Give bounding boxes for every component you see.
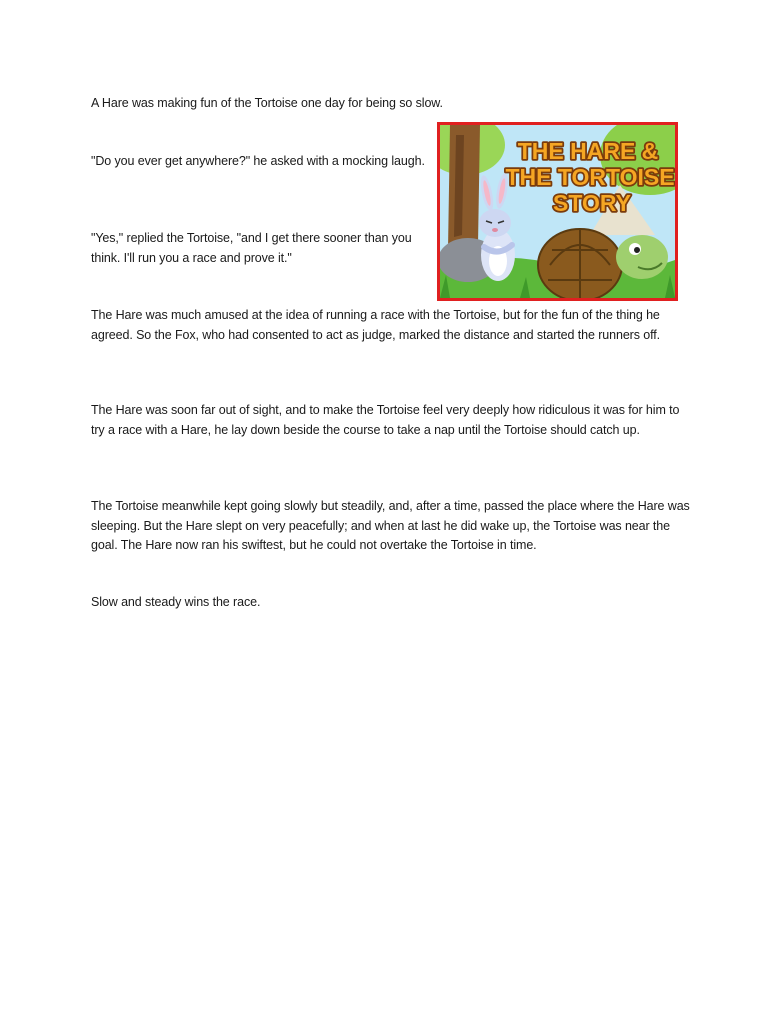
illustration-title-line-1: THE HARE & [517, 138, 659, 164]
story-illustration [437, 122, 678, 301]
paragraph-moral: Slow and steady wins the race. [91, 595, 261, 609]
paragraph-intro: A Hare was making fun of the Tortoise one day for being so slow. [91, 96, 443, 110]
paragraph-race-start: The Hare was much amused at the idea of running a race with the Tortoise, but for the fun of the thing he agreed. So the Fox, who had consented to act as judge, marked the distance and started the runners off. [91, 308, 661, 342]
illustration-title-line-3: STORY [553, 190, 631, 216]
paragraph-hare-nap: The Hare was soon far out of sight, and to make the Tortoise feel very deeply how ridiculous it was for him to try a race with a Hare, he lay down beside the course to take a nap until the Tortoise should catch up. [91, 403, 680, 437]
paragraph-hare-question: "Do you ever get anywhere?" he asked with a mocking laugh. [91, 154, 425, 168]
paragraph-tortoise-reply: "Yes," replied the Tortoise, "and I get there sooner than you think. I'll run you a race and prove it." [91, 231, 412, 265]
illustration-title-line-2: THE TORTOISE [505, 164, 675, 190]
paragraph-tortoise-wins: The Tortoise meanwhile kept going slowly but steadily, and, after a time, passed the place where the Hare was sleeping. But the Hare slept on very peacefully; and when at last he did wake up, the Tortoise was near the goal. The Hare now ran his swiftest, but he could not overtake the Tortoise in time. [91, 499, 690, 552]
illustration-art [440, 125, 675, 298]
